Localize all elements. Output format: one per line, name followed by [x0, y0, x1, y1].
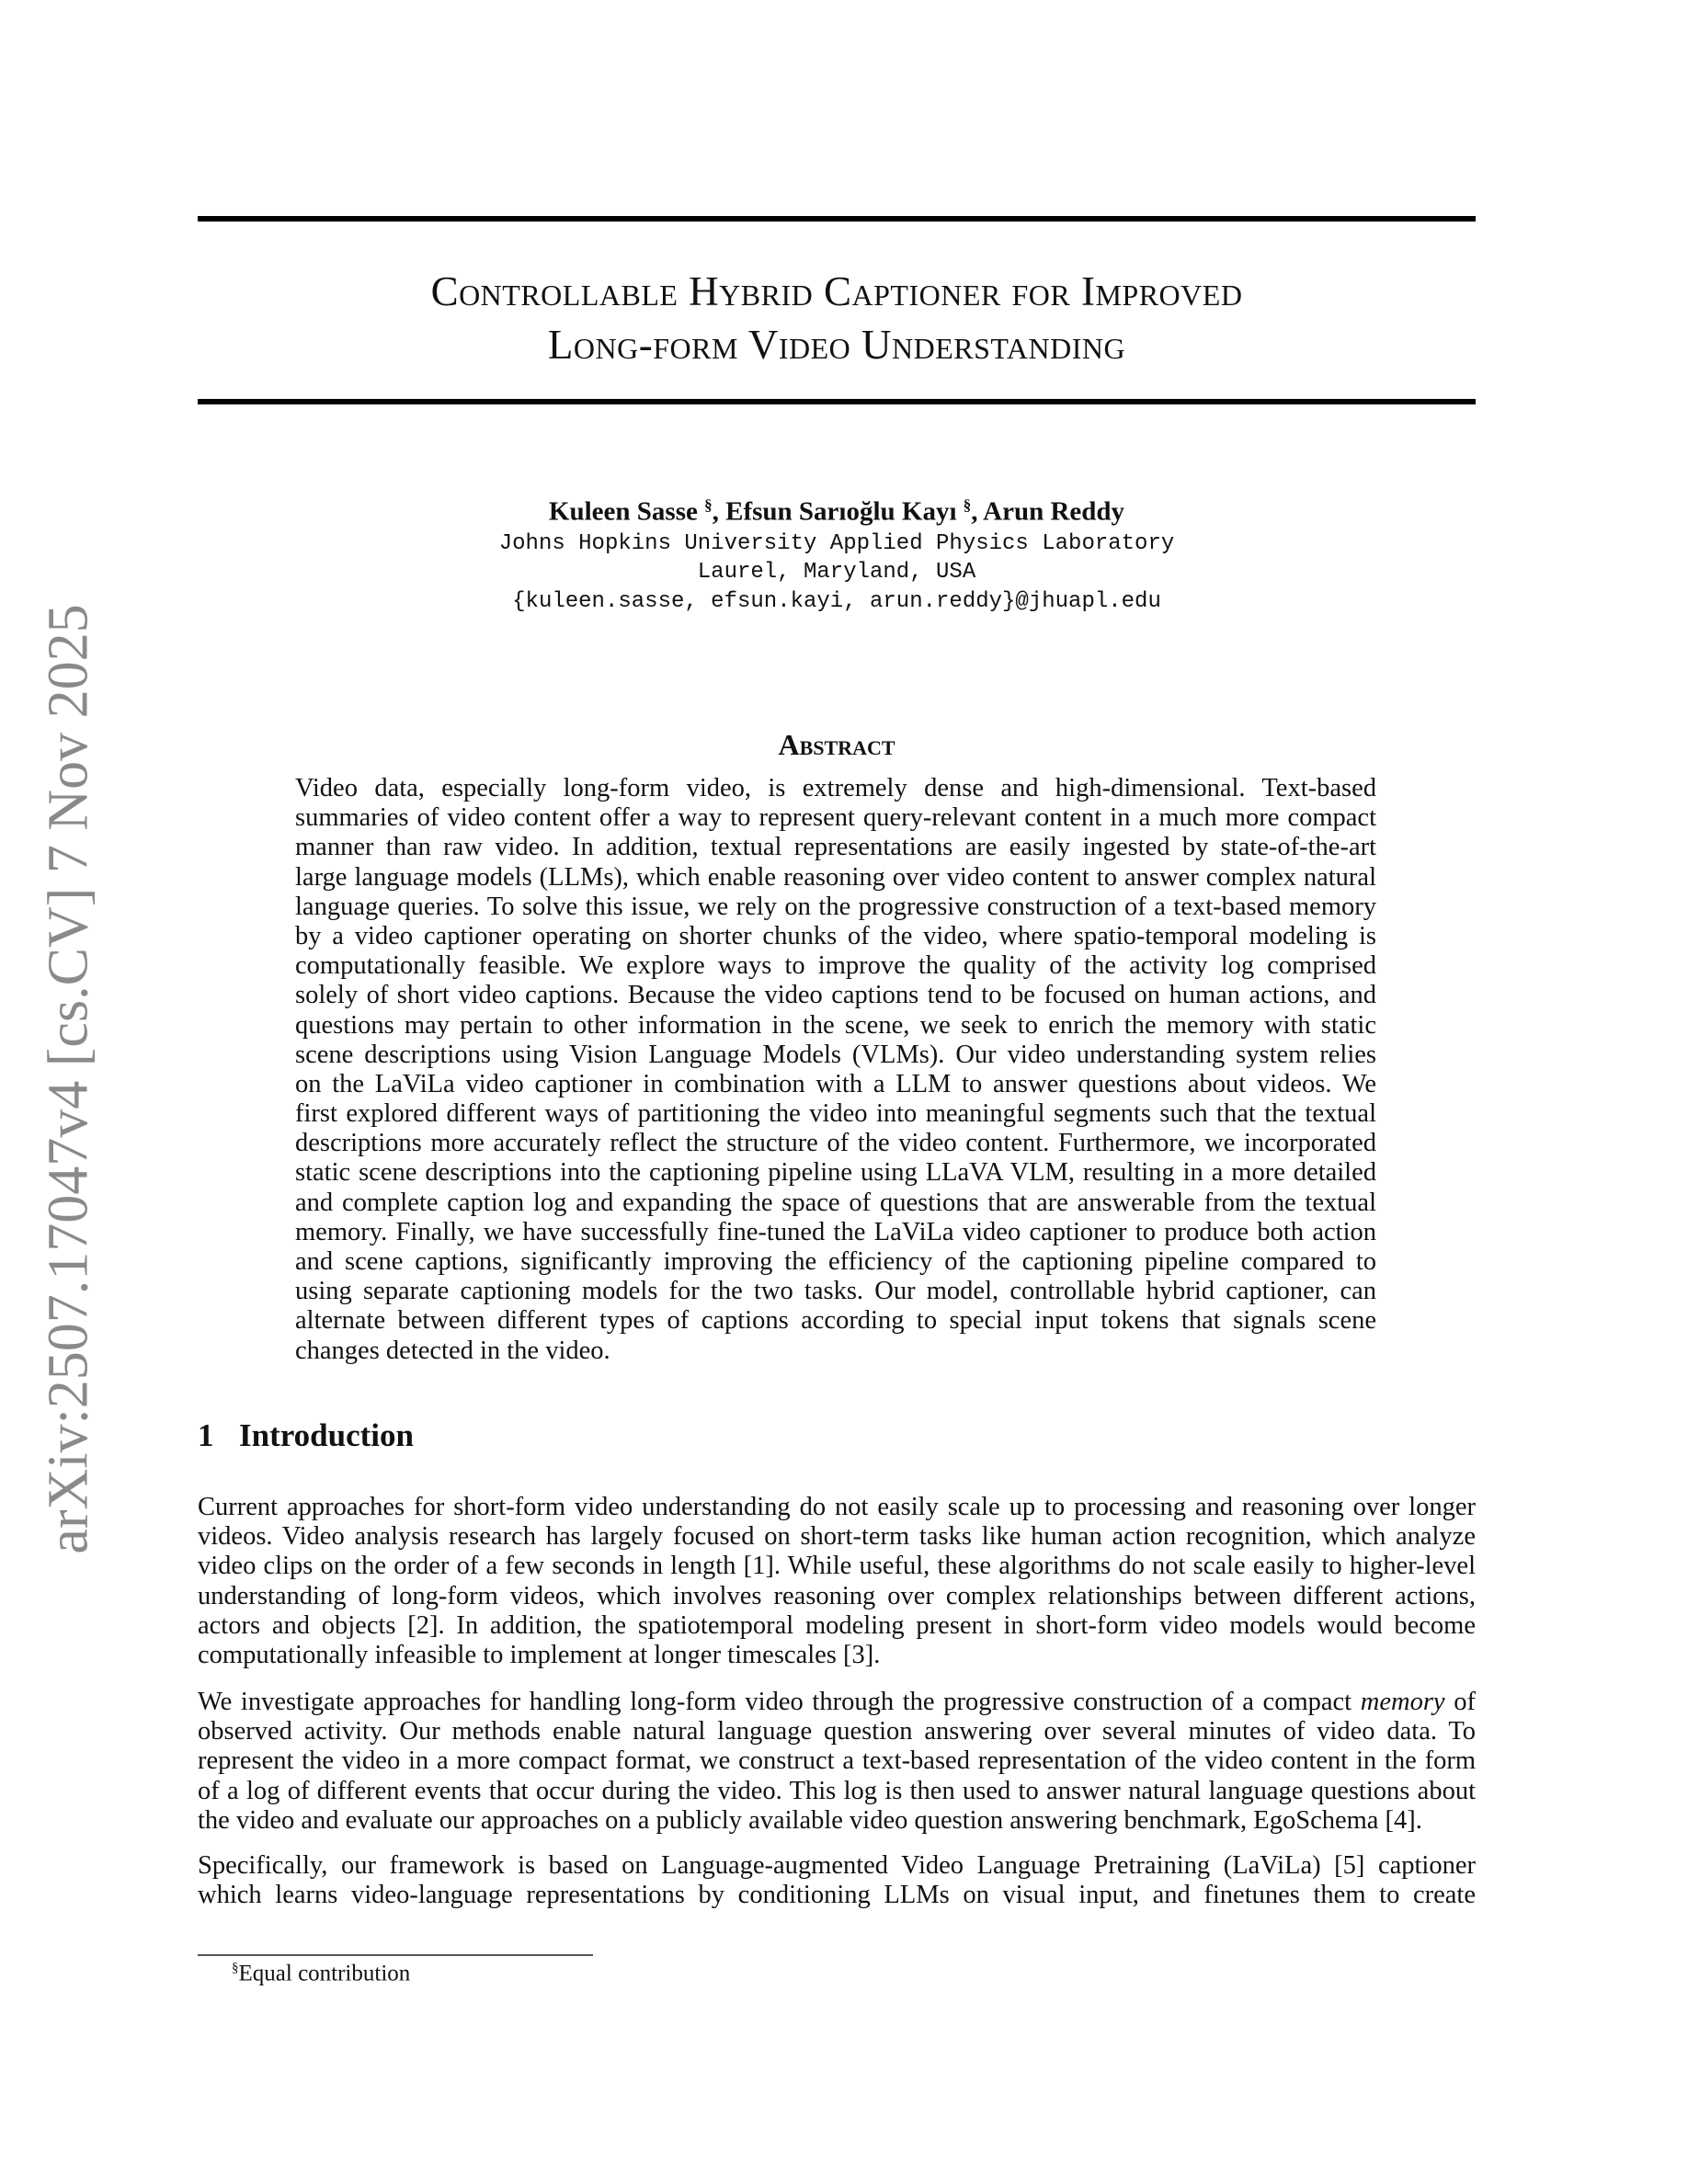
text-line: alternate between different types of captions according to special input tokens that signals scene — [295, 1306, 1376, 1336]
location: Laurel, Maryland, USA — [697, 560, 976, 585]
paper-title-line-2: Long-form Video Understanding — [547, 322, 1126, 368]
text-line: on the LaViLa video captioner in combination with a LLM to answer questions about videos. We — [295, 1069, 1376, 1098]
text-line: using separate captioning models for the two tasks. Our model, controllable hybrid captioner, can — [295, 1277, 1376, 1306]
text-line: and complete caption log and expanding the space of questions that are answerable from the textual — [295, 1188, 1376, 1217]
author-name: , Efsun Sarıoğlu Kayı — [712, 496, 964, 527]
text-line: manner than raw video. In addition, textual representations are easily ingested by state-of-the-art — [295, 833, 1376, 862]
author-list — [198, 496, 1476, 528]
intro-paragraph-2 — [198, 1688, 1476, 1836]
title-top-rule — [198, 216, 1476, 222]
emphasis-memory: memory — [1360, 1688, 1445, 1716]
section-heading-introduction — [198, 1417, 414, 1454]
text-line: large language models (LLMs), which enable reasoning over video content to answer complex natural — [295, 862, 1376, 892]
text-line — [198, 1688, 1476, 1717]
text-line: summaries of video content offer a way to represent query-relevant content in a much more compact — [295, 803, 1376, 833]
text-line: and scene captions, significantly improving the efficiency of the captioning pipeline compared to — [295, 1247, 1376, 1276]
text-line: observed activity. Our methods enable natural language question answering over several minutes of video data. To — [198, 1717, 1476, 1746]
text-line: Video data, especially long-form video, is extremely dense and high-dimensional. Text-based — [295, 774, 1376, 802]
footnote — [232, 1961, 410, 1986]
author-name: , Arun Reddy — [971, 496, 1125, 527]
intro-paragraph-3 — [198, 1851, 1476, 1910]
author-emails: {kuleen.sasse, efsun.kayi, arun.reddy}@jhuapl.edu — [512, 589, 1161, 614]
text-line: computationally infeasible to implement at longer timescales [3]. — [198, 1640, 881, 1669]
text-line: language queries. To solve this issue, we rely on the progressive construction of a text-based memory — [295, 892, 1376, 921]
text-line: represent the video in a more compact format, we construct a text-based representation of the video content in the form — [198, 1746, 1476, 1776]
text-line: the video and evaluate our approaches on a publicly available video question answering benchmark, EgoSchema [4]. — [198, 1805, 1422, 1835]
section-number: 1 — [198, 1417, 214, 1453]
text-line: which learns video-language representations by conditioning LLMs on visual input, and finetunes them to create — [198, 1881, 1476, 1910]
abstract-body — [295, 774, 1376, 1366]
text-line: Current approaches for short-form video understanding do not easily scale up to processing and reasoning over longer — [198, 1493, 1476, 1521]
text-line: understanding of long-form videos, which involves reasoning over complex relationships between different actions, — [198, 1581, 1476, 1610]
text-line: changes detected in the video. — [295, 1336, 610, 1365]
text-line: videos. Video analysis research has largely focused on short-term tasks like human action recognition, which analyze — [198, 1522, 1476, 1552]
text-line: scene descriptions using Vision Language Models (VLMs). Our video understanding system relies — [295, 1040, 1376, 1069]
text-line: video clips on the order of a few seconds in length [1]. While useful, these algorithms do not scale easily to higher-level — [198, 1552, 1476, 1581]
text-line: computationally feasible. We explore ways to improve the quality of the activity log comprised — [295, 951, 1376, 981]
equal-contribution-mark: § — [704, 496, 713, 514]
footnote-mark: § — [232, 1961, 239, 1975]
text-line: questions may pertain to other information in the scene, we seek to enrich the memory with static — [295, 1010, 1376, 1040]
text-line: first explored different ways of partitioning the video into meaningful segments such that the textual — [295, 1099, 1376, 1129]
affiliation: Johns Hopkins University Applied Physics Laboratory — [498, 531, 1175, 556]
text-line: Specifically, our framework is based on Language-augmented Video Language Pretraining (LaViLa) [5] captioner — [198, 1851, 1476, 1880]
author-name: Kuleen Sasse — [548, 496, 705, 527]
title-bottom-rule — [198, 399, 1476, 404]
text-line: descriptions more accurately reflect the structure of the video content. Furthermore, we incorporated — [295, 1129, 1376, 1158]
text-line: memory. Finally, we have successfully fine-tuned the LaViLa video captioner to produce both action — [295, 1217, 1376, 1246]
text-line: static scene descriptions into the captioning pipeline using LLaVA VLM, resulting in a more detailed — [295, 1158, 1376, 1188]
text-line: solely of short video captions. Because the video captions tend to be focused on human actions, and — [295, 981, 1376, 1010]
text-line: actors and objects [2]. In addition, the spatiotemporal modeling present in short-form video models would become — [198, 1610, 1476, 1640]
abstract-heading: Abstract — [778, 728, 895, 761]
paper-title-line-1: Controllable Hybrid Captioner for Improved — [430, 268, 1243, 314]
arxiv-identifier-sidebar: arXiv:2507.17047v4 [cs.CV] 7 Nov 2025 — [37, 604, 100, 1554]
equal-contribution-mark: § — [963, 496, 972, 514]
text-span: of — [1444, 1688, 1476, 1716]
footnote-text: Equal contribution — [238, 1961, 411, 1986]
text-line: by a video captioner operating on shorter chunks of the video, where spatio-temporal modeling is — [295, 921, 1376, 950]
footnote-rule — [198, 1954, 593, 1956]
section-title: Introduction — [239, 1417, 414, 1453]
text-line: of a log of different events that occur during the video. This log is then used to answer natural language questions about — [198, 1776, 1476, 1805]
text-span: We investigate approaches for handling long-form video through the progressive construction of a compact — [198, 1688, 1361, 1716]
intro-paragraph-1 — [198, 1493, 1476, 1670]
